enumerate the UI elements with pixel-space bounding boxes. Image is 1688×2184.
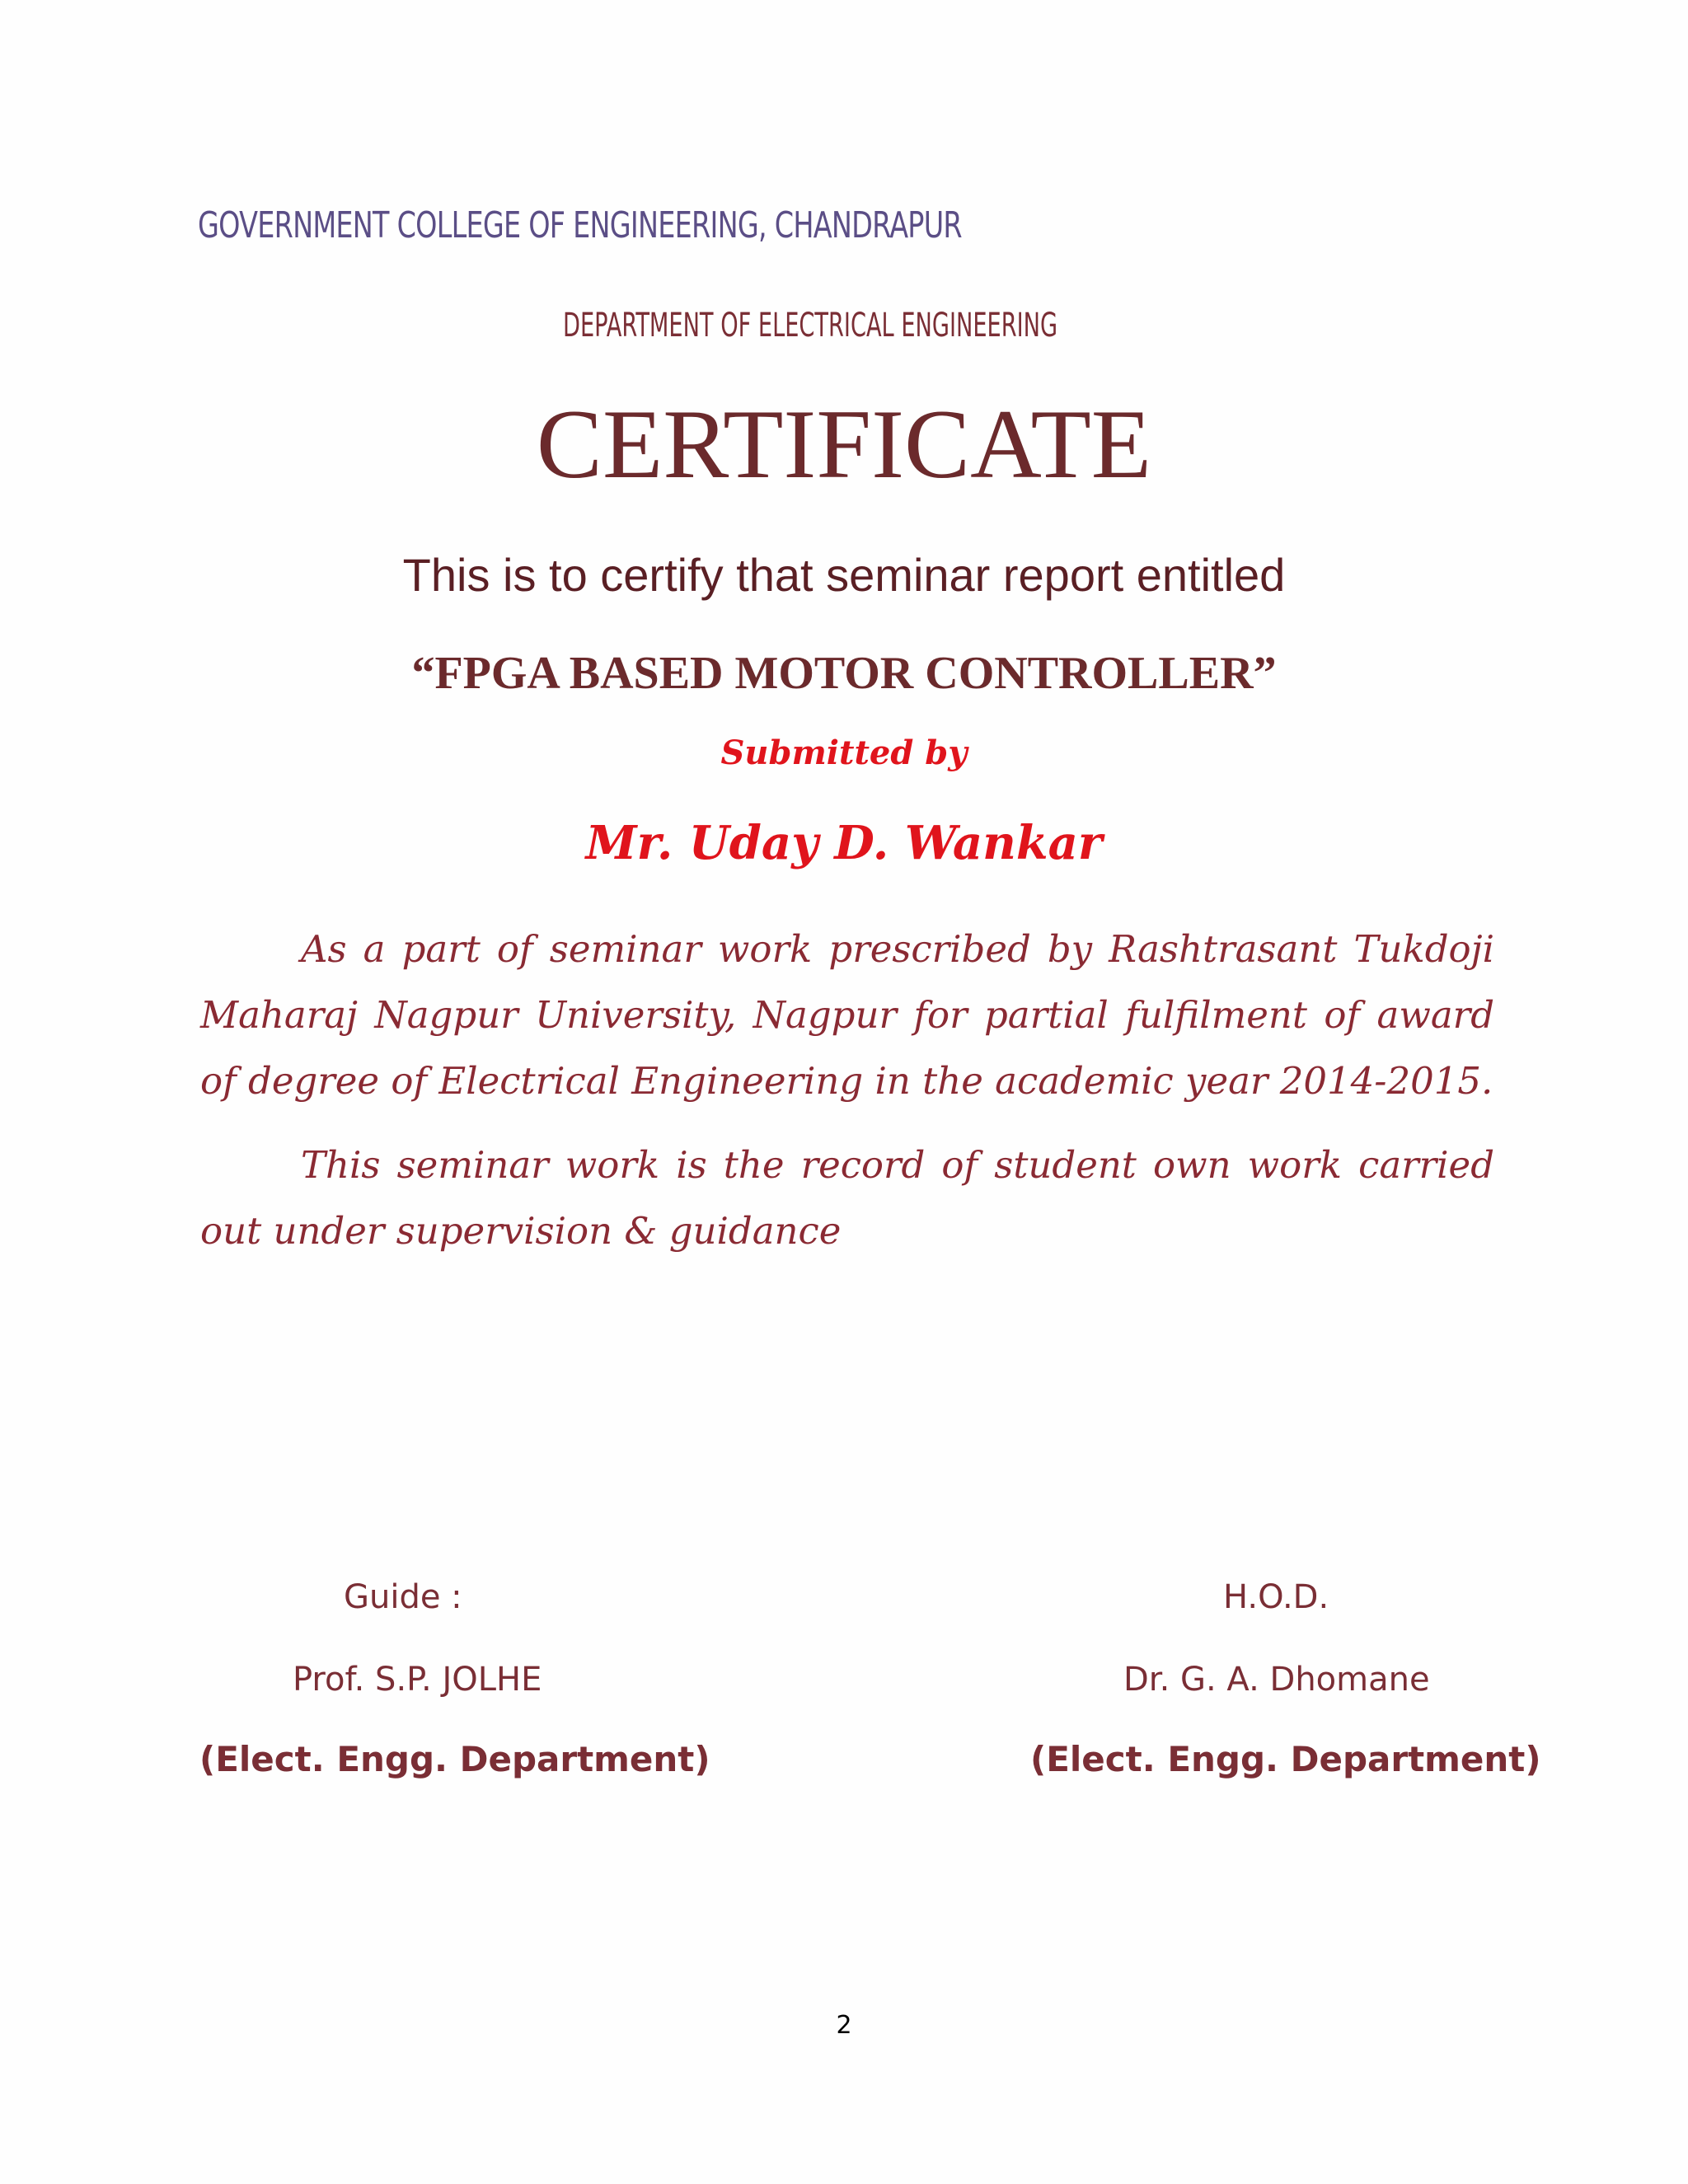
page-title: CERTIFICATE (536, 389, 1152, 499)
certify-line: This is to certify that seminar report entitled (402, 549, 1286, 601)
page-number: 2 (836, 2011, 852, 2040)
student-name: Mr. Uday D. Wankar (585, 816, 1103, 870)
department-name: DEPARTMENT OF ELECTRICAL ENGINEERING (563, 307, 1058, 344)
submitted-by-label: Submitted by (720, 733, 968, 772)
college-name: GOVERNMENT COLLEGE OF ENGINEERING, CHANDRAPUR (198, 204, 962, 246)
hod-name: Dr. G. A. Dhomane (1123, 1661, 1430, 1699)
guide-name: Prof. S.P. JOLHE (293, 1661, 542, 1699)
report-title: “FPGA BASED MOTOR CONTROLLER” (411, 648, 1277, 699)
hod-department: (Elect. Engg. Department) (1030, 1739, 1541, 1779)
guide-role: Guide : (344, 1578, 462, 1616)
paragraph-record: This seminar work is the record of student own work carried out under supervision & guidance (200, 1143, 1494, 1253)
guide-department: (Elect. Engg. Department) (199, 1739, 710, 1779)
hod-role: H.O.D. (1223, 1578, 1329, 1616)
paragraph-purpose: As a part of seminar work prescribed by Rashtrasant Tukdoji Maharaj Nagpur University, Nagpur for partial fulfilment of award of degree of Electrical Engineering in the academic year 2014-2015. (200, 927, 1494, 1103)
